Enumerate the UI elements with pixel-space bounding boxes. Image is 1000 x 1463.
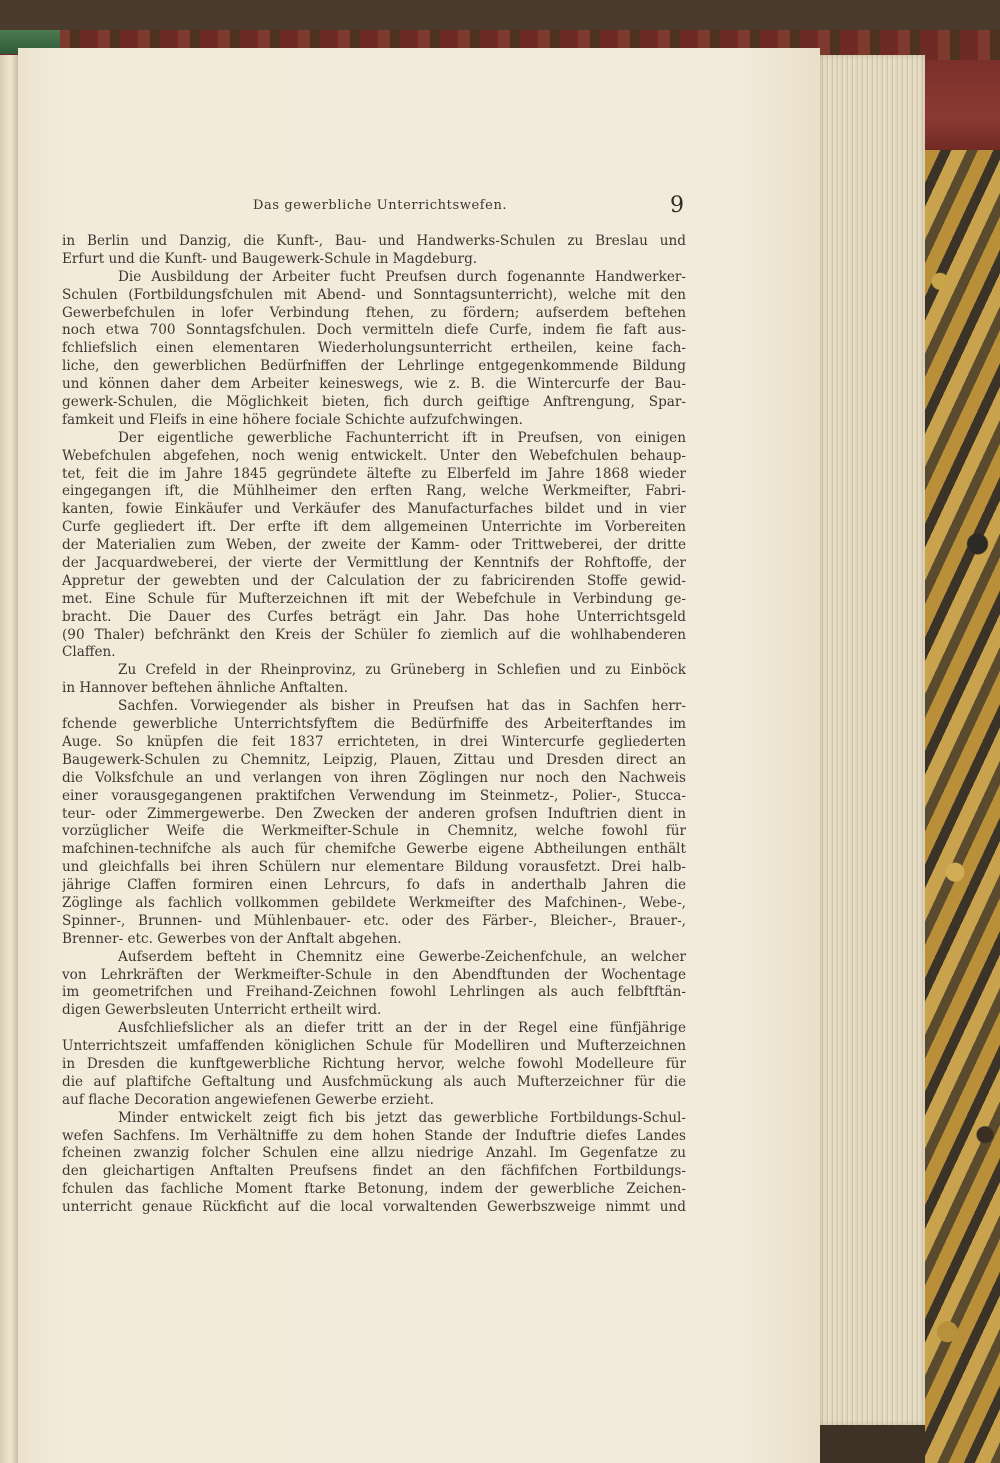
- text-line: famkeit und Fleifs in eine höhere fociale Schichte aufzufchwingen.: [62, 411, 523, 428]
- text-line: auf flache Decoration angewiefenen Gewerbe erzieht.: [62, 1091, 434, 1108]
- text-line: Baugewerk-Schulen zu Chemnitz, Leipzig, Plauen, Zittau und Dresden direct an: [62, 751, 686, 768]
- text-line: unterricht genaue Rückficht auf die local vorwaltenden Gewerbszweige nimmt und: [62, 1199, 686, 1216]
- text-line: Zöglinge als fachlich vollkommen gebildete Werkmeifter des Mafchinen-, Webe-,: [62, 894, 686, 911]
- text-line: die Volksfchule an und verlangen von ihren Zöglingen nur noch den Nachweis: [62, 769, 686, 786]
- text-line: fchulen das fachliche Moment ftarke Betonung, indem der gewerbliche Zeichen-: [62, 1181, 686, 1198]
- text-line: met. Eine Schule für Mufterzeichnen ift mit der Webefchule in Verbindung ge-: [62, 590, 686, 607]
- text-line: im geometrifchen und Freihand-Zeichnen fowohl Lehrlingen als auch felbftftän-: [62, 984, 686, 1001]
- text-line: digen Gewerbsleuten Unterricht ertheilt wird.: [62, 1002, 382, 1019]
- text-line: fcheinen zwanzig folcher Schulen eine allzu niedrige Anzahl. Im Gegenfatze zu: [62, 1145, 686, 1162]
- text-line: Unterrichtszeit umfaffenden königlichen Schule für Modelliren und Mufterzeichnen: [62, 1038, 686, 1055]
- text-line: und können daher dem Arbeiter keineswegs, wie z. B. die Wintercurfe der Bau-: [62, 376, 686, 393]
- text-line: eingegangen ift, die Mühlheimer den erften Rang, welche Werkmeifter, Fabri-: [62, 483, 686, 500]
- page-stack-edges: [820, 55, 925, 1425]
- marbled-page-edge: [925, 150, 1000, 1463]
- text-line: Die Ausbildung der Arbeiter fucht Preufsen durch fogenannte Handwerker-: [118, 268, 686, 285]
- text-line: Der eigentliche gewerbliche Fachunterricht ift in Preufsen, von einigen: [118, 429, 686, 446]
- text-line: liche, den gewerblichen Bedürfniffen der Lehrlinge entgegenkommende Bildung: [62, 358, 686, 375]
- text-line: vorzüglicher Weife die Werkmeifter-Schule in Chemnitz, welche fowohl für: [62, 823, 686, 840]
- text-line: Erfurt und die Kunft- und Baugewerk-Schule in Magdeburg.: [62, 250, 478, 267]
- text-line: der Jacquardweberei, der vierte der Vermittlung der Kenntnifs der Rohftoffe, der: [62, 555, 686, 572]
- text-line: Schulen (Fortbildungsfchulen mit Abend- und Sonntagsunterricht), welche mit den: [62, 286, 686, 303]
- text-line: (90 Thaler) befchränkt den Kreis der Schüler fo ziemlich auf die wohlhabenderen: [62, 626, 686, 643]
- text-line: gewerk-Schulen, die Möglichkeit bieten, fich durch geiftige Anftrengung, Spar-: [62, 394, 686, 411]
- text-line: tet, feit die im Jahre 1845 gegründete ältefte zu Elberfeld im Jahre 1868 wieder: [62, 465, 686, 482]
- text-line: Spinner-, Brunnen- und Mühlenbauer- etc. oder des Färber-, Bleicher-, Brauer-,: [62, 912, 686, 929]
- left-page-edge: [0, 55, 18, 1463]
- text-line: Ausfchliefslicher als an diefer tritt an der in der Regel eine fünfjährige: [118, 1020, 686, 1037]
- text-line: von Lehrkräften der Werkmeifter-Schule in den Abendftunden der Wochentage: [62, 966, 686, 983]
- text-line: den gleichartigen Anftalten Preufsens findet an den fächfifchen Fortbildungs-: [62, 1163, 686, 1180]
- text-line: Appretur der gewebten und der Calculation der zu fabricirenden Stoffe gewid-: [62, 572, 686, 589]
- text-line: in Hannover beftehen ähnliche Anftalten.: [62, 680, 348, 697]
- text-line: bracht. Die Dauer des Curfes beträgt ein Jahr. Das hohe Unterrichtsgeld: [62, 608, 686, 625]
- text-line: wefen Sachfens. Im Verhältniffe zu dem hohen Stande der Induftrie diefes Landes: [62, 1127, 686, 1144]
- text-line: und gleichfalls bei ihren Schülern nur elementare Bildung vorausfetzt. Drei halb-: [62, 859, 686, 876]
- running-head: Das gewerbliche Unterrichtswefen.: [253, 198, 508, 213]
- text-line: jährige Claffen formiren einen Lehrcurs, fo dafs in anderthalb Jahren die: [62, 877, 686, 894]
- text-line: Gewerbefchulen in lofer Verbindung ftehen, zu fördern; aufserdem beftehen: [62, 304, 686, 321]
- text-line: teur- oder Zimmergewerbe. Den Zwecken der anderen grofsen Induftrien dient in: [62, 805, 686, 822]
- text-line: Minder entwickelt zeigt fich bis jetzt das gewerbliche Fortbildungs-Schul-: [118, 1109, 686, 1126]
- page-header: [0, 193, 1000, 223]
- text-line: kanten, fowie Einkäufer und Verkäufer des Manufacturfaches bildet und in vier: [62, 501, 686, 518]
- body-text: [62, 233, 686, 1217]
- text-line: fchliefslich einen elementaren Wiederholungsunterricht ertheilen, keine fach-: [62, 340, 686, 357]
- page-number: 9: [670, 193, 684, 218]
- text-line: einer vorausgegangenen praktifchen Verwendung im Steinmetz-, Polier-, Stucca-: [62, 787, 686, 804]
- text-line: Aufserdem befteht in Chemnitz eine Gewerbe-Zeichenfchule, an welcher: [118, 948, 686, 965]
- text-line: fchende gewerbliche Unterrichtsfyftem die Bedürfniffe des Arbeiterftandes im: [62, 716, 686, 733]
- text-line: der Materialien zum Weben, der zweite der Kamm- oder Trittweberei, der dritte: [62, 537, 686, 554]
- text-line: Sachfen. Vorwiegender als bisher in Preufsen hat das in Sachfen herr-: [118, 698, 686, 715]
- text-line: die auf plaftifche Geftaltung und Ausfchmückung als auch Mufterzeichner für die: [62, 1073, 686, 1090]
- text-line: in Dresden die kunftgewerbliche Richtung hervor, welche fowohl Modelleure für: [62, 1055, 686, 1072]
- text-line: Brenner- etc. Gewerbes von der Anftalt abgehen.: [62, 930, 402, 947]
- text-line: in Berlin und Danzig, die Kunft-, Bau- und Handwerks-Schulen zu Breslau und: [62, 233, 686, 249]
- text-line: Auge. So knüpfen die feit 1837 errichteten, in drei Wintercurfe gegliederten: [62, 733, 686, 750]
- text-line: noch etwa 700 Sonntagsfchulen. Doch vermitteln diefe Curfe, indem fie faft aus-: [62, 322, 686, 339]
- text-line: mafchinen-technifche als auch für chemifche Gewerbe eigene Abtheilungen enthält: [62, 841, 686, 858]
- cover-red-edge: [925, 60, 1000, 155]
- text-line: Zu Crefeld in der Rheinprovinz, zu Grüneberg in Schlefien und zu Einböck: [118, 662, 686, 679]
- text-line: Webefchulen abgefehen, noch wenig entwickelt. Unter den Webefchulen behaup-: [62, 447, 686, 464]
- text-line: Curfe gegliedert ift. Der erfte ift dem allgemeinen Unterrichte im Vorbereiten: [62, 519, 686, 536]
- text-line: Claffen.: [62, 644, 116, 661]
